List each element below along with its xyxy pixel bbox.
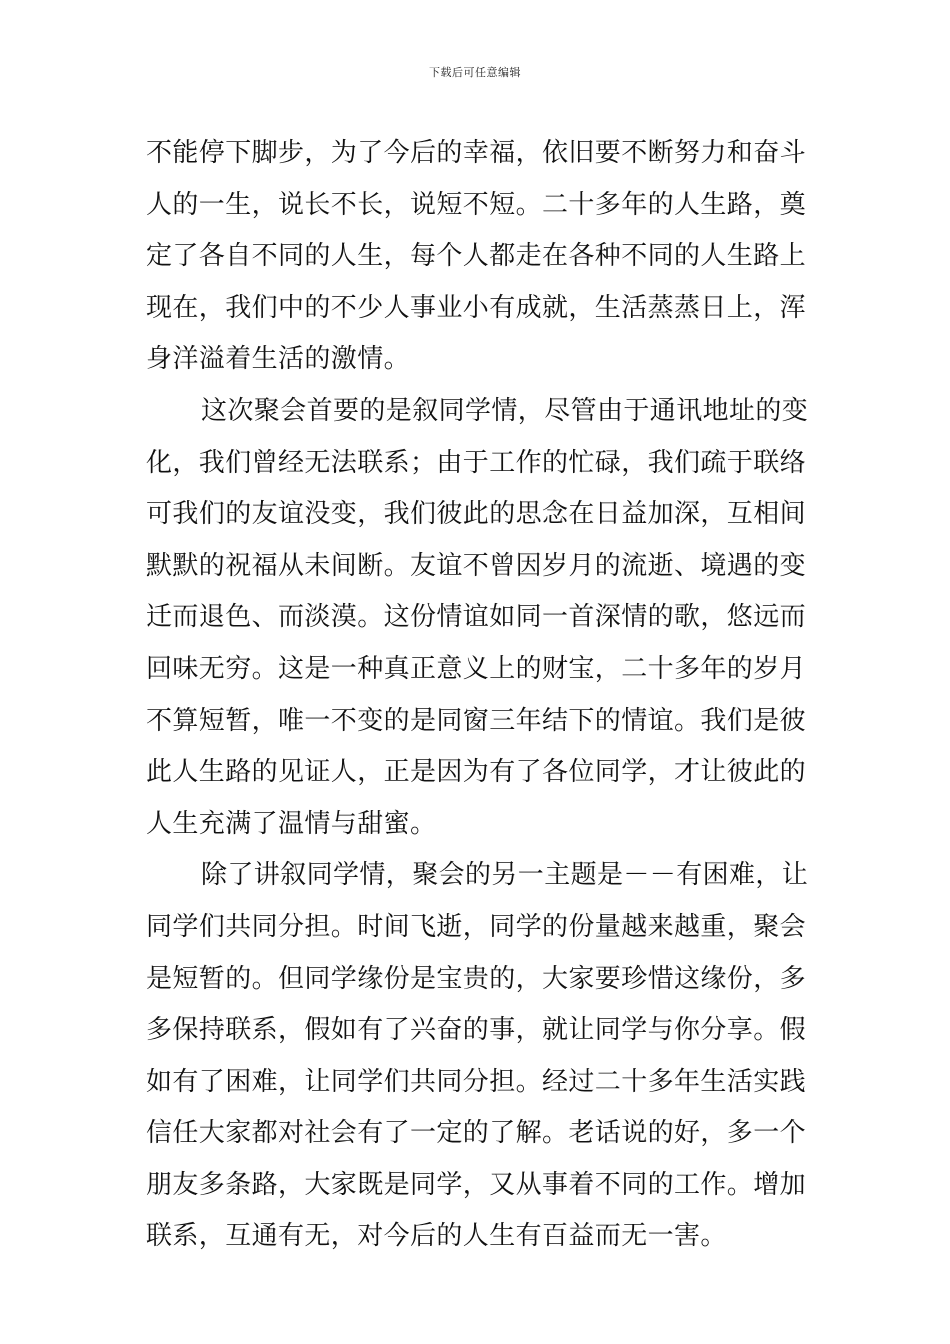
text-line: 联系，互通有无，对今后的人生有百益而无一害。 (146, 1221, 727, 1252)
text-line: 可我们的友谊没变，我们彼此的思念在日益加深，互相间 (146, 499, 807, 530)
text-line: 信任大家都对社会有了一定的了解。老话说的好，多一个 (146, 1118, 807, 1149)
text-line: 此人生路的见证人，正是因为有了各位同学，才让彼此的 (146, 757, 807, 788)
text-line: 默默的祝福从未间断。友谊不曾因岁月的流逝、境遇的变 (146, 550, 807, 581)
text-line: 现在，我们中的不少人事业小有成就，生活蒸蒸日上，浑 (146, 292, 807, 323)
text-line: 不能停下脚步，为了今后的幸福，依旧要不断努力和奋斗 (146, 138, 807, 168)
text-line: 定了各自不同的人生，每个人都走在各种不同的人生路上 (146, 241, 807, 272)
text-line: 朋友多条路，大家既是同学，又从事着不同的工作。增加 (146, 1169, 807, 1200)
text-line: 化，我们曾经无法联系；由于工作的忙碌，我们疏于联络 (146, 447, 807, 478)
text-line: 同学们共同分担。时间飞逝，同学的份量越来越重，聚会 (146, 911, 807, 942)
text-line: 人生充满了温情与甜蜜。 (146, 808, 437, 839)
text-line: 人的一生，说长不长，说短不短。二十多年的人生路，奠 (146, 189, 807, 220)
text-line: 是短暂的。但同学缘份是宝贵的，大家要珍惜这缘份，多 (146, 963, 807, 994)
text-line: 多保持联系，假如有了兴奋的事，就让同学与你分享。假 (146, 1015, 807, 1046)
text-line: 回味无穷。这是一种真正意义上的财宝，二十多年的岁月 (146, 653, 807, 684)
text-line: 除了讲叙同学情，聚会的另一主题是－－有困难，让 (201, 860, 808, 891)
text-line: 迁而退色、而淡漠。这份情谊如同一首深情的歌，悠远而 (146, 602, 807, 633)
text-line: 身洋溢着生活的激情。 (146, 344, 411, 375)
text-line: 这次聚会首要的是叙同学情，尽管由于通讯地址的变 (201, 395, 808, 426)
text-line: 不算短暂，唯一不变的是同窗三年结下的情谊。我们是彼 (146, 705, 807, 736)
text-line: 如有了困难，让同学们共同分担。经过二十多年生活实践 (146, 1066, 807, 1097)
page-header: 下载后可任意编辑 (429, 66, 521, 79)
document-body (146, 128, 808, 1263)
